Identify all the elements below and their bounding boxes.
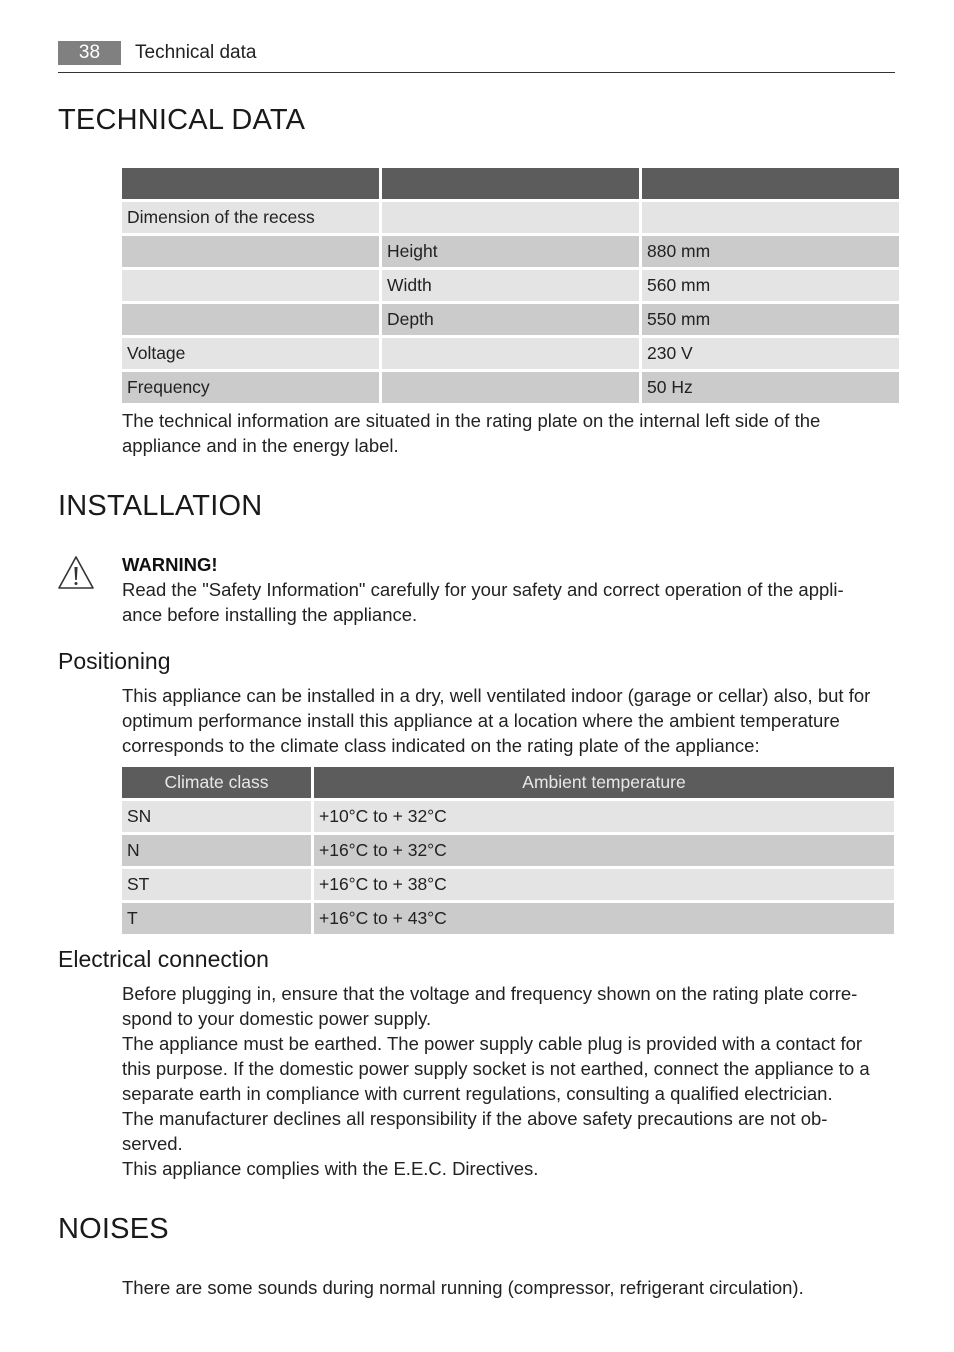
table-row: [122, 304, 899, 335]
installation-heading: INSTALLATION: [58, 490, 263, 522]
warning-text: Read the "Safety Information" carefully for your safety and correct operation of the appli- ance before installing the appliance.: [122, 579, 844, 625]
table-cell: [642, 202, 899, 233]
table-row: [122, 372, 899, 403]
table-row: [122, 202, 899, 233]
table-cell: [122, 236, 379, 267]
table-cell: N: [122, 835, 311, 866]
table-cell: Frequency: [122, 372, 379, 403]
table-cell: +16°C to + 43°C: [314, 903, 894, 934]
warning-icon: [56, 554, 96, 592]
table-cell: Width: [382, 270, 639, 301]
climate-class-table: [119, 764, 897, 937]
table-cell: [382, 202, 639, 233]
table-row: [122, 236, 899, 267]
table-cell: [382, 338, 639, 369]
table-cell: 230 V: [642, 338, 899, 369]
table-cell: [122, 304, 379, 335]
table-header-cell: [642, 168, 899, 199]
page-number: 38: [58, 41, 121, 65]
table-header-cell: [382, 168, 639, 199]
table-row: [122, 903, 894, 934]
table-row: [122, 270, 899, 301]
technical-data-heading: TECHNICAL DATA: [58, 104, 306, 136]
table-cell: Height: [382, 236, 639, 267]
positioning-text: This appliance can be installed in a dry, well ventilated indoor (garage or cellar) also, but for optimum performance install this appliance at a location where the ambient temperature corresponds to the climate class indicated on the rating plate of the appliance:: [122, 685, 871, 756]
noises-heading: NOISES: [58, 1213, 169, 1245]
table-cell: Dimension of the recess: [122, 202, 379, 233]
electrical-connection-heading: Electrical connection: [58, 946, 269, 972]
table-header-cell: Climate class: [122, 767, 311, 798]
technical-data-table: [119, 165, 902, 406]
table-cell: 560 mm: [642, 270, 899, 301]
table-cell: +16°C to + 32°C: [314, 835, 894, 866]
table-header-row: [122, 168, 899, 199]
table-row: [122, 835, 894, 866]
technical-info-note: The technical information are situated in the rating plate on the internal left side of the appliance and in the energy label.: [122, 410, 821, 456]
table-header-row: [122, 767, 894, 798]
table-cell: 880 mm: [642, 236, 899, 267]
noises-text: There are some sounds during normal running (compressor, refrigerant circulation).: [122, 1277, 804, 1298]
table-cell: 550 mm: [642, 304, 899, 335]
table-cell: 50 Hz: [642, 372, 899, 403]
table-cell: [122, 270, 379, 301]
header-section-title: Technical data: [135, 42, 257, 63]
table-header-cell: Ambient temperature: [314, 767, 894, 798]
table-cell: Depth: [382, 304, 639, 335]
table-cell: [382, 372, 639, 403]
table-cell: ST: [122, 869, 311, 900]
page-header: [58, 40, 895, 73]
table-row: [122, 869, 894, 900]
table-row: [122, 801, 894, 832]
table-cell: SN: [122, 801, 311, 832]
table-cell: Voltage: [122, 338, 379, 369]
table-cell: T: [122, 903, 311, 934]
table-row: [122, 338, 899, 369]
table-header-cell: [122, 168, 379, 199]
table-cell: +16°C to + 38°C: [314, 869, 894, 900]
warning-title: WARNING!: [122, 554, 218, 575]
table-cell: +10°C to + 32°C: [314, 801, 894, 832]
positioning-heading: Positioning: [58, 648, 171, 674]
electrical-connection-text: Before plugging in, ensure that the voltage and frequency shown on the rating plate corre- spond to your domestic power supply. The appliance must be earthed. The power supply cable plug is provided with a contact for this purpose. If the domestic power supply socket is not earthed, connect the appliance to a separate earth in compliance with current regulations, consulting a qualified electrician. The manufacturer declines all responsibility if the above safety precautions are not ob- served. This appliance complies with the E.E.C. Directives.: [122, 983, 870, 1179]
